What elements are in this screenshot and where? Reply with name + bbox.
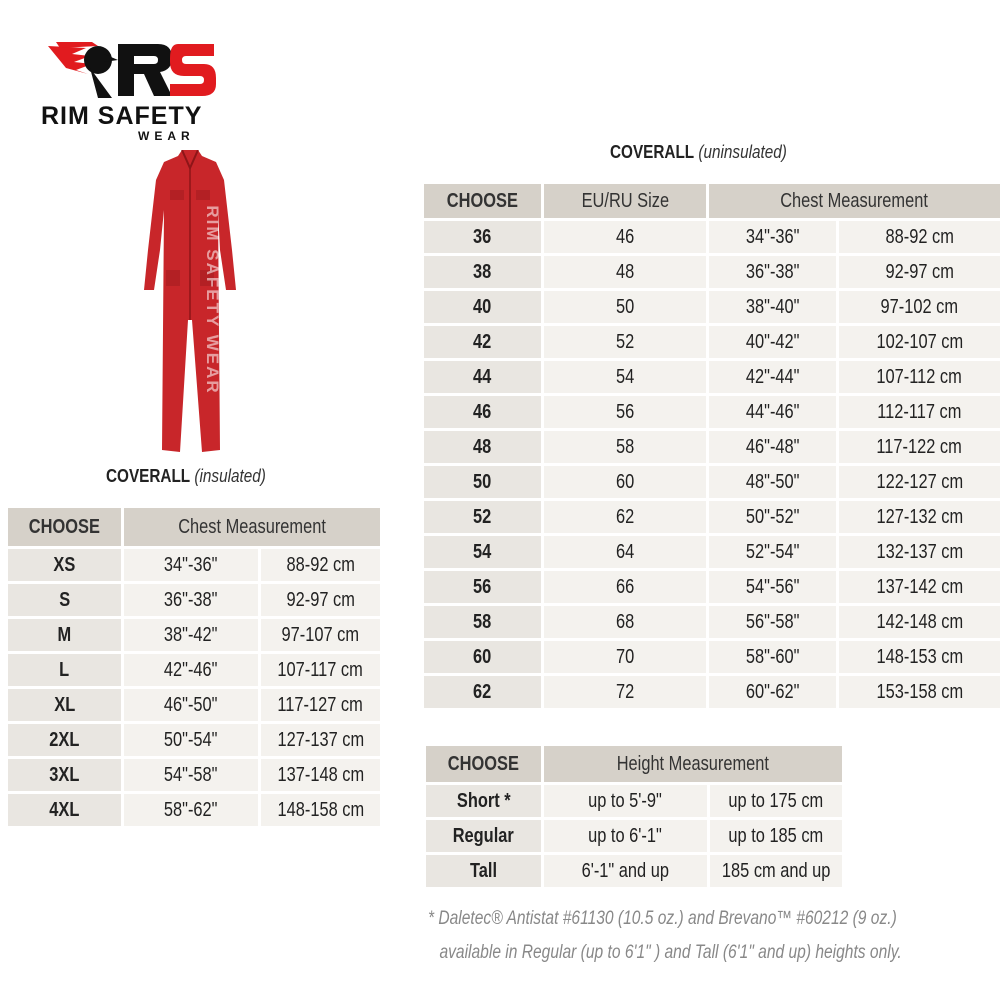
insulated-cell: 97-107 cm	[258, 619, 380, 654]
insulated-cell: 3XL	[8, 759, 121, 794]
insulated-cell: 107-117 cm	[258, 654, 380, 689]
uninsulated-cell: 148-153 cm	[836, 641, 1000, 676]
uninsulated-row	[424, 641, 1000, 676]
uninsulated-row	[424, 326, 1000, 361]
uninsulated-cell: 56	[541, 396, 706, 431]
insulated-cell: 92-97 cm	[258, 584, 380, 619]
height-cell: up to 6'-1"	[541, 820, 707, 855]
coverall-image	[140, 150, 240, 455]
uninsulated-row	[424, 221, 1000, 256]
uninsulated-cell: 46	[541, 221, 706, 256]
rs-monogram-icon	[46, 38, 216, 100]
uninsulated-header-chest: Chest Measurement	[706, 184, 1000, 221]
uninsulated-row	[424, 291, 1000, 326]
insulated-heading-bold: COVERALL	[106, 466, 191, 486]
uninsulated-header-choose: CHOOSE	[424, 184, 541, 221]
brand-name: RIM SAFETY	[41, 102, 203, 130]
uninsulated-cell: 70	[541, 641, 706, 676]
insulated-cell: 42"-46"	[121, 654, 258, 689]
insulated-heading	[106, 466, 266, 487]
insulated-row	[8, 584, 380, 619]
insulated-header-chest: Chest Measurement	[121, 508, 380, 549]
uninsulated-cell: 52	[541, 326, 706, 361]
height-cell: up to 175 cm	[707, 785, 842, 820]
uninsulated-cell: 44"-46"	[706, 396, 836, 431]
uninsulated-cell: 107-112 cm	[836, 361, 1000, 396]
height-cell: 185 cm and up	[707, 855, 842, 890]
uninsulated-cell: 52	[424, 501, 541, 536]
uninsulated-cell: 68	[541, 606, 706, 641]
height-cell: up to 185 cm	[707, 820, 842, 855]
insulated-cell: 4XL	[8, 794, 121, 829]
uninsulated-header-eu-size: EU/RU Size	[541, 184, 706, 221]
insulated-cell: 46"-50"	[121, 689, 258, 724]
uninsulated-cell: 48"-50"	[706, 466, 836, 501]
uninsulated-cell: 52"-54"	[706, 536, 836, 571]
height-header-measurement: Height Measurement	[541, 746, 842, 785]
uninsulated-cell: 38"-40"	[706, 291, 836, 326]
brand-subtitle: WEAR	[138, 129, 195, 143]
insulated-cell: 34"-36"	[121, 549, 258, 584]
uninsulated-cell: 102-107 cm	[836, 326, 1000, 361]
uninsulated-cell: 56"-58"	[706, 606, 836, 641]
insulated-header-choose: CHOOSE	[8, 508, 121, 549]
uninsulated-row	[424, 676, 1000, 711]
uninsulated-cell: 122-127 cm	[836, 466, 1000, 501]
uninsulated-cell: 62	[541, 501, 706, 536]
uninsulated-cell: 153-158 cm	[836, 676, 1000, 711]
insulated-cell: 148-158 cm	[258, 794, 380, 829]
uninsulated-cell: 92-97 cm	[836, 256, 1000, 291]
uninsulated-row	[424, 396, 1000, 431]
uninsulated-heading	[610, 142, 787, 163]
uninsulated-cell: 60	[424, 641, 541, 676]
insulated-row	[8, 759, 380, 794]
height-cell: Tall	[426, 855, 541, 890]
uninsulated-cell: 97-102 cm	[836, 291, 1000, 326]
uninsulated-cell: 54	[424, 536, 541, 571]
insulated-cell: 2XL	[8, 724, 121, 759]
uninsulated-cell: 142-148 cm	[836, 606, 1000, 641]
insulated-cell: 117-127 cm	[258, 689, 380, 724]
insulated-row	[8, 549, 380, 584]
insulated-row	[8, 794, 380, 829]
uninsulated-cell: 48	[541, 256, 706, 291]
image-watermark: RIM SAFETY WEAR	[203, 205, 222, 395]
uninsulated-cell: 54	[541, 361, 706, 396]
insulated-row	[8, 619, 380, 654]
height-header-choose: CHOOSE	[426, 746, 541, 785]
insulated-cell: 127-137 cm	[258, 724, 380, 759]
uninsulated-row	[424, 466, 1000, 501]
insulated-cell: L	[8, 654, 121, 689]
uninsulated-cell: 48	[424, 431, 541, 466]
uninsulated-cell: 66	[541, 571, 706, 606]
insulated-cell: 38"-42"	[121, 619, 258, 654]
uninsulated-cell: 58"-60"	[706, 641, 836, 676]
height-table	[426, 746, 842, 890]
footnote-line-1: * Daletec® Antistat #61130 (10.5 oz.) and Brevano™ #60212 (9 oz.)	[428, 908, 897, 929]
uninsulated-row	[424, 431, 1000, 466]
uninsulated-cell: 60"-62"	[706, 676, 836, 711]
uninsulated-cell: 72	[541, 676, 706, 711]
height-cell: Regular	[426, 820, 541, 855]
uninsulated-cell: 46	[424, 396, 541, 431]
insulated-cell: S	[8, 584, 121, 619]
uninsulated-cell: 58	[424, 606, 541, 641]
uninsulated-row	[424, 536, 1000, 571]
uninsulated-cell: 42"-44"	[706, 361, 836, 396]
uninsulated-cell: 137-142 cm	[836, 571, 1000, 606]
uninsulated-cell: 117-122 cm	[836, 431, 1000, 466]
uninsulated-row	[424, 256, 1000, 291]
uninsulated-cell: 40"-42"	[706, 326, 836, 361]
insulated-cell: XL	[8, 689, 121, 724]
insulated-row	[8, 654, 380, 689]
uninsulated-cell: 50	[424, 466, 541, 501]
insulated-cell: 137-148 cm	[258, 759, 380, 794]
uninsulated-row	[424, 606, 1000, 641]
uninsulated-heading-italic: (uninsulated)	[698, 142, 787, 162]
insulated-cell: 88-92 cm	[258, 549, 380, 584]
uninsulated-cell: 60	[541, 466, 706, 501]
uninsulated-row	[424, 361, 1000, 396]
brand-logo	[38, 38, 218, 148]
uninsulated-size-table	[424, 184, 1000, 711]
height-row	[426, 820, 842, 855]
insulated-cell: M	[8, 619, 121, 654]
insulated-row	[8, 724, 380, 759]
uninsulated-cell: 34"-36"	[706, 221, 836, 256]
uninsulated-cell: 112-117 cm	[836, 396, 1000, 431]
uninsulated-cell: 62	[424, 676, 541, 711]
uninsulated-cell: 58	[541, 431, 706, 466]
uninsulated-cell: 50"-52"	[706, 501, 836, 536]
insulated-cell: 36"-38"	[121, 584, 258, 619]
uninsulated-heading-bold: COVERALL	[610, 142, 695, 162]
footnote	[428, 902, 988, 970]
uninsulated-cell: 127-132 cm	[836, 501, 1000, 536]
insulated-row	[8, 689, 380, 724]
uninsulated-cell: 50	[541, 291, 706, 326]
uninsulated-cell: 46"-48"	[706, 431, 836, 466]
insulated-cell: 50"-54"	[121, 724, 258, 759]
height-row	[426, 785, 842, 820]
insulated-heading-italic: (insulated)	[194, 466, 266, 486]
uninsulated-cell: 64	[541, 536, 706, 571]
insulated-size-table	[8, 508, 380, 829]
uninsulated-cell: 36"-38"	[706, 256, 836, 291]
height-row	[426, 855, 842, 890]
height-cell: 6'-1" and up	[541, 855, 707, 890]
uninsulated-cell: 56	[424, 571, 541, 606]
insulated-cell: 54"-58"	[121, 759, 258, 794]
uninsulated-cell: 38	[424, 256, 541, 291]
uninsulated-cell: 42	[424, 326, 541, 361]
insulated-cell: XS	[8, 549, 121, 584]
uninsulated-cell: 88-92 cm	[836, 221, 1000, 256]
uninsulated-cell: 40	[424, 291, 541, 326]
insulated-cell: 58"-62"	[121, 794, 258, 829]
uninsulated-cell: 44	[424, 361, 541, 396]
footnote-line-2: available in Regular (up to 6'1" ) and Tall (6'1" and up) heights only.	[439, 942, 902, 963]
uninsulated-cell: 36	[424, 221, 541, 256]
height-cell: up to 5'-9"	[541, 785, 707, 820]
uninsulated-cell: 132-137 cm	[836, 536, 1000, 571]
height-cell: Short *	[426, 785, 541, 820]
uninsulated-row	[424, 501, 1000, 536]
uninsulated-row	[424, 571, 1000, 606]
uninsulated-cell: 54"-56"	[706, 571, 836, 606]
